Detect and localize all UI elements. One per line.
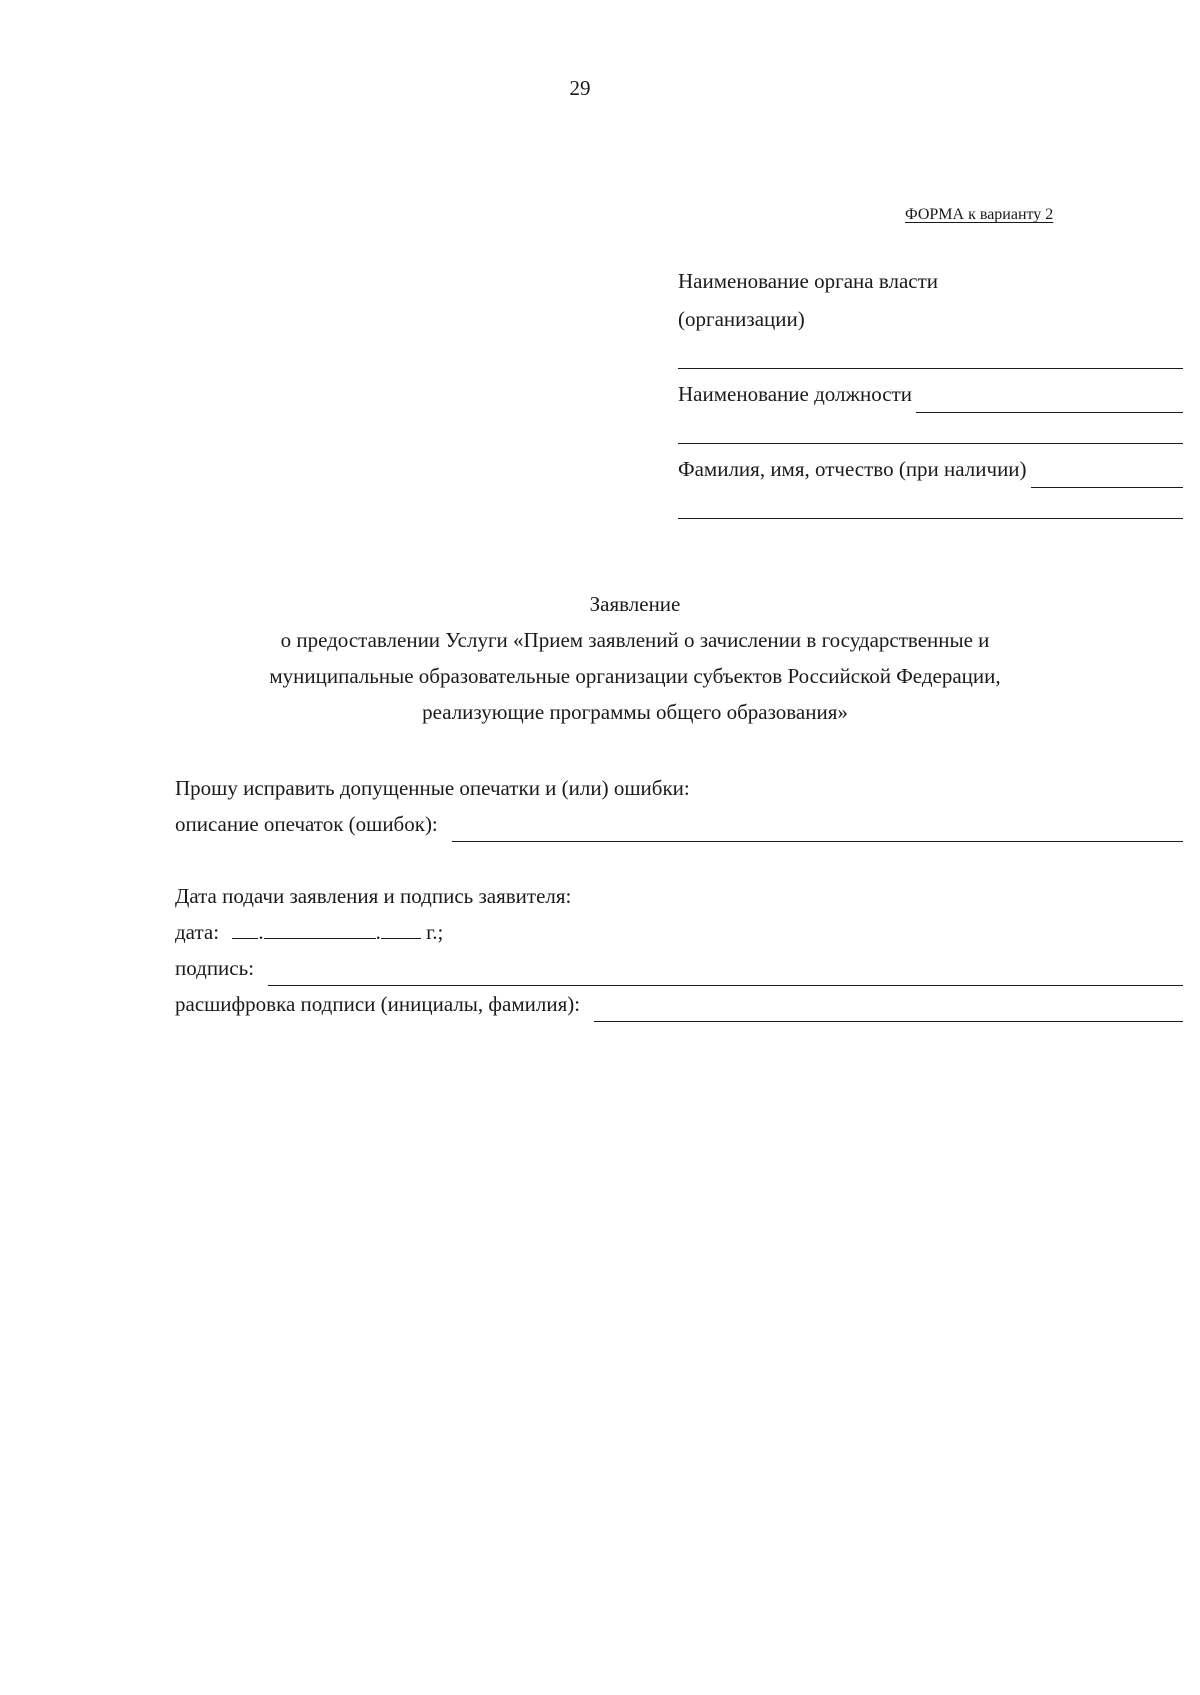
authority-label-line1: Наименование органа власти <box>678 269 938 293</box>
decoding-row <box>175 986 1183 1022</box>
full-name-label: Фамилия, имя, отчество (при наличии) <box>678 457 1027 481</box>
date-day-field[interactable] <box>232 914 258 939</box>
request-text: Прошу исправить допущенные опечатки и (или) ошибки: <box>175 776 690 800</box>
request-block <box>175 770 1183 1022</box>
position-label: Наименование должности <box>678 382 912 406</box>
position-row <box>678 375 1183 413</box>
position-field[interactable] <box>916 385 1183 413</box>
date-month-field[interactable] <box>264 914 376 939</box>
full-name-row <box>678 450 1183 488</box>
title-line-3: реализующие программы общего образования» <box>422 700 848 724</box>
title-heading: Заявление <box>589 592 681 616</box>
page-number: 29 <box>569 76 591 100</box>
title-line-2: муниципальные образовательные организации субъектов Российской Федерации, <box>269 664 1001 688</box>
full-name-field[interactable] <box>1031 460 1183 488</box>
description-field[interactable] <box>452 815 1183 842</box>
date-row: дата: . . г.; <box>175 914 1183 950</box>
signature-heading: Дата подачи заявления и подпись заявителя: <box>175 884 572 908</box>
document-title <box>60 586 1200 730</box>
decoding-field[interactable] <box>594 995 1183 1022</box>
full-name-field-continued[interactable] <box>678 488 1183 519</box>
authority-field[interactable] <box>678 338 1183 369</box>
date-year-field[interactable] <box>381 914 421 939</box>
addressee-block <box>678 262 1183 525</box>
title-line-1: о предоставлении Услуги «Прием заявлений о зачислении в государственные и <box>280 628 990 652</box>
signature-field[interactable] <box>268 959 1183 986</box>
description-label: описание опечаток (ошибок): <box>175 812 438 836</box>
signature-row <box>175 950 1183 986</box>
decoding-label: расшифровка подписи (инициалы, фамилия): <box>175 992 581 1016</box>
date-suffix: г.; <box>426 920 444 944</box>
description-row <box>175 806 1183 842</box>
position-field-continued[interactable] <box>678 413 1183 444</box>
authority-label-line2: (организации) <box>678 307 805 331</box>
signature-label: подпись: <box>175 956 255 980</box>
date-label: дата: <box>175 920 220 944</box>
form-reference: ФОРМА к варианту 2 <box>905 206 1054 223</box>
